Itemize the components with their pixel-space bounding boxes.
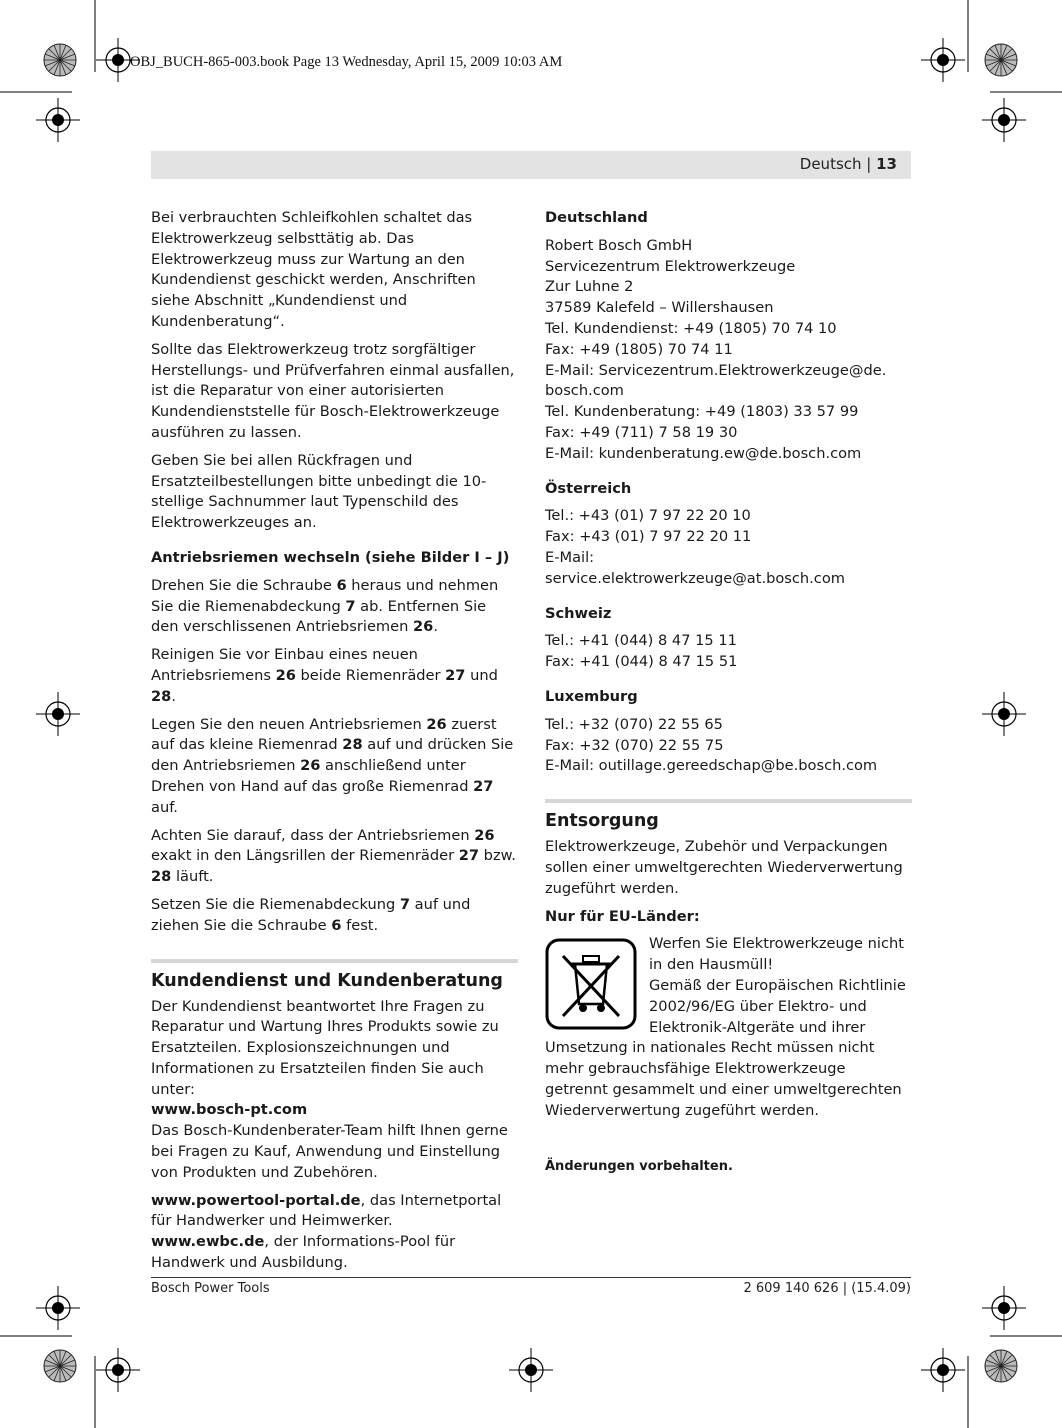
paragraph bbox=[151, 895, 518, 937]
ref-number: 26 bbox=[300, 757, 321, 775]
text: beide Riemenräder bbox=[295, 666, 446, 684]
ref-number: 6 bbox=[331, 916, 342, 934]
ref-number: 26 bbox=[275, 666, 296, 684]
header-label bbox=[800, 155, 897, 173]
ref-number: 26 bbox=[474, 826, 495, 844]
text: fest. bbox=[341, 916, 379, 934]
ref-number: 26 bbox=[413, 618, 434, 636]
text: Drehen Sie die Schraube bbox=[151, 576, 337, 594]
page-number: 13 bbox=[876, 155, 897, 173]
email-line: bosch.com bbox=[545, 382, 624, 400]
link-bosch-pt[interactable]: www.bosch-pt.com bbox=[151, 1101, 308, 1119]
text: Reinigen Sie vor Einbau eines neuen Antriebsriemens bbox=[151, 646, 418, 684]
text: exakt in den Längsrillen der Riemenräder bbox=[151, 847, 459, 865]
fax-line: Fax: +41 (044) 8 47 15 51 bbox=[545, 653, 738, 671]
link-ewbc[interactable]: www.ewbc.de bbox=[151, 1233, 265, 1251]
country-heading-luxemburg: Luxemburg bbox=[545, 687, 638, 705]
address-block-de bbox=[545, 236, 912, 465]
text: zuerst auf das kleine Riemenrad bbox=[151, 715, 497, 754]
address-line: Zur Luhne 2 bbox=[545, 278, 634, 296]
right-column bbox=[545, 208, 912, 1178]
text: anschließend unter Drehen von Hand auf das große Riemenrad bbox=[151, 757, 474, 795]
phone-line: Tel. Kundendienst: +49 (1805) 70 74 10 bbox=[545, 319, 837, 337]
phone-line: Tel.: +43 (01) 7 97 22 20 10 bbox=[545, 507, 751, 525]
text: läuft. bbox=[171, 868, 214, 886]
text: Achten Sie darauf, dass der Antriebsriemen bbox=[151, 826, 475, 844]
paragraph: Geben Sie bei allen Rückfragen und Ersatzteilbestellungen bitte unbedingt die 10-stellige Sachnummer laut Typenschild des Elektrowerkzeuges an. bbox=[151, 451, 487, 532]
paragraph bbox=[151, 1191, 518, 1274]
text: Der Kundendienst beantwortet Ihre Fragen zu Reparatur und Wartung Ihres Produkts sowie zu Ersatzteilen. Explosionszeichnungen und Informationen zu Ersatzteilen finden Sie auch unter: bbox=[151, 997, 499, 1098]
ref-number: 28 bbox=[151, 868, 172, 886]
changes-reserved-note: Änderungen vorbehalten. bbox=[545, 1159, 733, 1175]
footer-brand: Bosch Power Tools bbox=[151, 1281, 270, 1296]
address-block-lu bbox=[545, 715, 912, 777]
text: auf und ziehen Sie die Schraube bbox=[151, 895, 471, 934]
country-heading-schweiz: Schweiz bbox=[545, 604, 612, 622]
ref-number: 7 bbox=[345, 597, 356, 615]
eu-disposal-block bbox=[545, 934, 912, 1121]
print-slug-line: OBJ_BUCH-865-003.book Page 13 Wednesday, April 15, 2009 10:03 AM bbox=[130, 54, 563, 70]
footer-doc-number: 2 609 140 626 | (15.4.09) bbox=[743, 1281, 911, 1296]
address-line: Robert Bosch GmbH bbox=[545, 236, 693, 254]
fax-line: Fax: +49 (1805) 70 74 11 bbox=[545, 340, 733, 358]
email-line: E-Mail: kundenberatung.ew@de.bosch.com bbox=[545, 444, 862, 462]
address-line: 37589 Kalefeld – Willershausen bbox=[545, 299, 774, 317]
left-column bbox=[151, 208, 518, 1281]
paragraph bbox=[151, 997, 518, 1184]
text: Gemäß der Europäischen Richtlinie 2002/96/EG über Elektro- und Elektronik-Altgeräte und ihrer Umsetzung in nationales Recht müssen nicht mehr gebrauchsfähige Elektrowerkzeuge getrennt gesammelt und einer umweltgerechten Wiederverwertung zugeführt werden. bbox=[545, 976, 906, 1119]
address-block-ch bbox=[545, 631, 912, 673]
paragraph: Sollte das Elektrowerkzeug trotz sorgfältiger Herstellungs- und Prüfverfahren einmal ausfallen, ist die Reparatur von einer autorisierten Kundendienststelle für Bosch-Elektrowerkzeuge ausführen zu lassen. bbox=[151, 340, 515, 441]
ref-number: 26 bbox=[426, 715, 447, 733]
text: , das Internetportal für Handwerker und Heimwerker. bbox=[151, 1191, 502, 1230]
section-heading-belt: Antriebsriemen wechseln (siehe Bilder I – J) bbox=[151, 548, 510, 566]
fax-line: Fax: +49 (711) 7 58 19 30 bbox=[545, 423, 738, 441]
text: , der Informations-Pool für Handwerk und Ausbildung. bbox=[151, 1233, 456, 1272]
phone-line: Tel.: +32 (070) 22 55 65 bbox=[545, 715, 723, 733]
section-divider bbox=[151, 959, 518, 963]
country-heading-deutschland: Deutschland bbox=[545, 209, 648, 226]
text: Werfen Sie Elektrowerkzeuge nicht in den Hausmüll! bbox=[649, 935, 904, 974]
paragraph bbox=[151, 576, 518, 638]
paragraph bbox=[151, 645, 518, 707]
paragraph: Elektrowerkzeuge, Zubehör und Verpackungen sollen einer umweltgerechten Wiederverwertung zugeführt werden. bbox=[545, 838, 903, 897]
header-language: Deutsch bbox=[799, 155, 862, 173]
country-heading-oesterreich: Österreich bbox=[545, 479, 632, 497]
section-divider bbox=[545, 799, 912, 803]
ref-number: 28 bbox=[342, 736, 363, 754]
email-line: service.elektrowerkzeuge@at.bosch.com bbox=[545, 569, 845, 587]
text: und bbox=[465, 666, 498, 684]
address-block-at bbox=[545, 506, 912, 589]
fax-line: Fax: +43 (01) 7 97 22 20 11 bbox=[545, 528, 752, 546]
phone-line: Tel. Kundenberatung: +49 (1803) 33 57 99 bbox=[545, 403, 859, 421]
email-line: E-Mail: outillage.gereedschap@be.bosch.com bbox=[545, 757, 878, 775]
email-label: E-Mail: bbox=[545, 548, 595, 566]
section-heading-service: Kundendienst und Kundenberatung bbox=[151, 970, 503, 991]
ref-number: 28 bbox=[151, 687, 172, 705]
footer-rule bbox=[151, 1277, 911, 1278]
email-line: E-Mail: Servicezentrum.Elektrowerkzeuge@de. bbox=[545, 361, 887, 379]
paragraph: Bei verbrauchten Schleifkohlen schaltet das Elektrowerkzeug selbsttätig ab. Das Elektrowerkzeug muss zur Wartung an den Kundendienst geschickt werden, Anschriften siehe Abschnitt „Kundendienst und Kundenberatung“. bbox=[151, 209, 476, 330]
running-header bbox=[151, 151, 911, 179]
ref-number: 6 bbox=[336, 576, 347, 594]
header-separator: | bbox=[861, 155, 877, 173]
text: Setzen Sie die Riemenabdeckung bbox=[151, 895, 400, 913]
text: Legen Sie den neuen Antriebsriemen bbox=[151, 715, 427, 733]
address-line: Servicezentrum Elektrowerkzeuge bbox=[545, 257, 796, 275]
section-heading-disposal: Entsorgung bbox=[545, 811, 659, 832]
text: ab. Entfernen Sie den verschlissenen Antriebsriemen bbox=[151, 597, 487, 636]
ref-number: 27 bbox=[458, 847, 480, 865]
text: bzw. bbox=[479, 847, 516, 865]
text: heraus und nehmen Sie die Riemenabdeckung bbox=[151, 576, 499, 615]
text: auf und drücken Sie den Antriebsriemen bbox=[151, 736, 514, 775]
ref-number: 27 bbox=[473, 777, 494, 795]
text: . bbox=[171, 687, 176, 705]
ref-number: 27 bbox=[445, 666, 466, 684]
paragraph bbox=[151, 826, 518, 888]
text: . bbox=[433, 618, 438, 636]
paragraph bbox=[151, 715, 518, 819]
ref-number: 7 bbox=[399, 895, 411, 913]
text: auf. bbox=[151, 798, 178, 816]
text: Das Bosch-Kundenberater-Team hilft Ihnen gerne bei Fragen zu Kauf, Anwendung und Einstellung von Produkten und Zubehören. bbox=[151, 1122, 508, 1181]
crossed-out-wheelie-bin-icon bbox=[545, 938, 637, 1030]
phone-line: Tel.: +41 (044) 8 47 15 11 bbox=[545, 632, 737, 650]
eu-heading: Nur für EU-Länder: bbox=[545, 907, 700, 925]
fax-line: Fax: +32 (070) 22 55 75 bbox=[545, 736, 724, 754]
link-powertool-portal[interactable]: www.powertool-portal.de bbox=[151, 1191, 361, 1209]
